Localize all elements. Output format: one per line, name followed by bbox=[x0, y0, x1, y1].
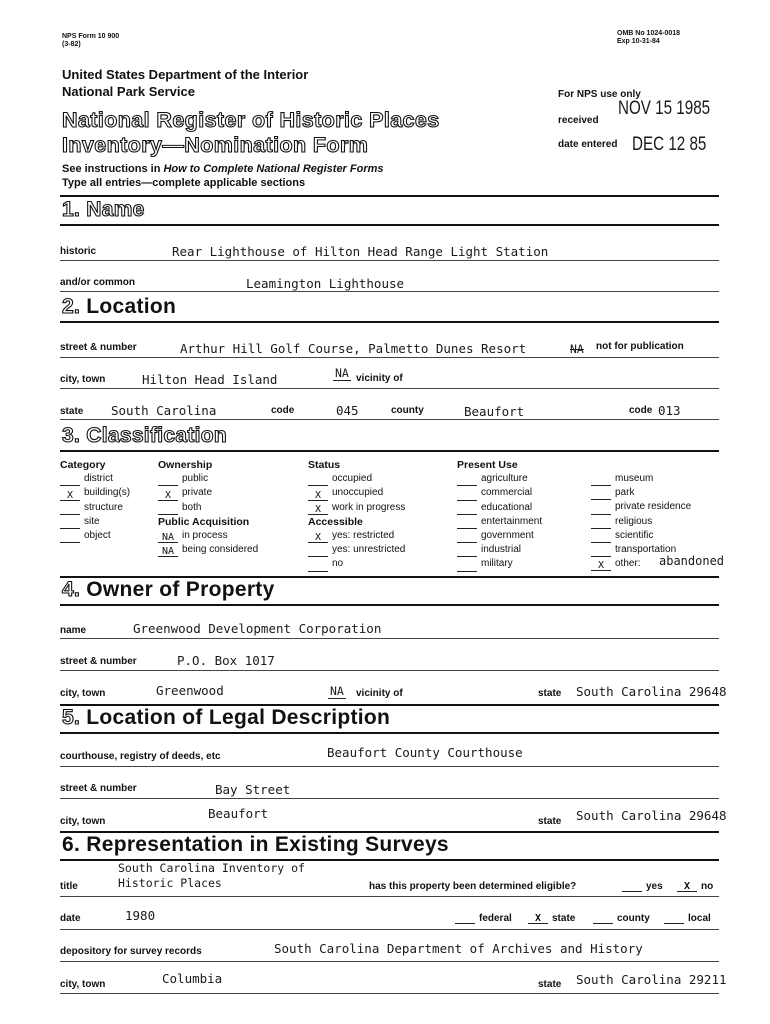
depository-city-label: city, town bbox=[60, 979, 106, 990]
section-rule bbox=[60, 450, 719, 452]
field-line bbox=[60, 961, 719, 962]
county-code-value: 013 bbox=[658, 403, 681, 418]
category-structure[interactable]: structure bbox=[60, 501, 130, 515]
field-line bbox=[60, 419, 719, 420]
eligible-yes[interactable]: yes bbox=[622, 881, 663, 892]
section-6-heading: 6. Representation in Existing Surveys bbox=[62, 833, 449, 856]
present-use-column-1 bbox=[457, 458, 542, 572]
survey-date: 1980 bbox=[125, 908, 156, 923]
courthouse-value: Beaufort County Courthouse bbox=[327, 745, 523, 760]
section-3-heading: 3. Classification bbox=[62, 424, 228, 447]
field-line bbox=[60, 993, 719, 994]
county-label: county bbox=[391, 405, 424, 416]
department-line: United States Department of the Interior bbox=[62, 67, 309, 82]
owner-city: Greenwood bbox=[156, 683, 224, 698]
use-museum[interactable]: museum bbox=[591, 472, 691, 486]
use-other-value: abandoned bbox=[659, 554, 725, 568]
owner-street: P.O. Box 1017 bbox=[177, 653, 275, 668]
not-for-publication-mark: NA bbox=[570, 342, 584, 356]
legal-state: South Carolina 29648 bbox=[576, 808, 727, 823]
form-date: (3-82) bbox=[62, 41, 81, 48]
section-4-heading: 4. Owner of Property bbox=[62, 578, 275, 601]
use-agriculture[interactable]: agriculture bbox=[457, 472, 542, 486]
survey-date-label: date bbox=[60, 913, 81, 924]
state-label: state bbox=[60, 406, 84, 417]
common-name: Leamington Lighthouse bbox=[246, 276, 405, 291]
courthouse-label: courthouse, registry of deeds, etc bbox=[60, 751, 221, 762]
use-other[interactable]: X other: bbox=[591, 557, 691, 571]
acquisition-in-process[interactable]: NA in process bbox=[158, 529, 258, 543]
form-number: NPS Form 10 900 bbox=[62, 33, 120, 40]
use-park[interactable]: park bbox=[591, 486, 691, 500]
city-town-label: city, town bbox=[60, 374, 106, 385]
use-private-residence[interactable]: private residence bbox=[591, 500, 691, 514]
date-entered-label: date entered bbox=[558, 139, 618, 150]
field-line bbox=[60, 638, 719, 639]
form-title: National Register of Historic Places bbox=[62, 108, 440, 132]
eligibility-question: has this property been determined eligible? bbox=[369, 881, 577, 892]
historic-name: Rear Lighthouse of Hilton Head Range Light Station bbox=[172, 244, 549, 259]
survey-title-line-1: South Carolina Inventory of bbox=[118, 861, 305, 875]
owner-state-label: state bbox=[538, 688, 562, 699]
level-federal[interactable]: federal bbox=[455, 913, 512, 924]
owner-vicinity-mark: NA bbox=[330, 684, 344, 698]
category-column bbox=[60, 458, 130, 543]
received-label: received bbox=[558, 115, 599, 126]
city-town-value: Hilton Head Island bbox=[142, 372, 278, 387]
status-title: Status bbox=[308, 459, 341, 471]
use-military[interactable]: military bbox=[457, 557, 542, 571]
instructions-line: See instructions in How to Complete National Register Forms bbox=[62, 163, 384, 175]
common-name-label: and/or common bbox=[60, 277, 136, 288]
section-5-heading: 5. Location of Legal Description bbox=[62, 706, 391, 729]
depository-value: South Carolina Department of Archives and History bbox=[274, 941, 643, 956]
eligible-no[interactable]: X no bbox=[677, 881, 713, 892]
owner-city-label: city, town bbox=[60, 688, 106, 699]
ownership-public[interactable]: public bbox=[158, 472, 258, 486]
omb-number: OMB No 1024-0018 bbox=[617, 30, 681, 37]
section-2-heading: 2. Location bbox=[62, 295, 177, 318]
depository-city: Columbia bbox=[162, 971, 223, 986]
owner-name-label: name bbox=[60, 625, 87, 636]
depository-state: South Carolina 29211 bbox=[576, 972, 727, 987]
street-address: Arthur Hill Golf Course, Palmetto Dunes Resort bbox=[180, 341, 527, 356]
not-for-publication-label: not for publication bbox=[596, 341, 684, 352]
survey-title-label: title bbox=[60, 881, 78, 892]
level-local[interactable]: local bbox=[664, 913, 711, 924]
state-value: South Carolina bbox=[111, 403, 217, 418]
form-subtitle: Inventory—Nomination Form bbox=[62, 133, 369, 157]
legal-city: Beaufort bbox=[208, 806, 269, 821]
legal-street: Bay Street bbox=[215, 782, 291, 797]
section-rule bbox=[60, 732, 719, 734]
depository-label: depository for survey records bbox=[60, 946, 202, 957]
use-scientific[interactable]: scientific bbox=[591, 529, 691, 543]
code-label: code bbox=[271, 405, 295, 416]
field-line bbox=[60, 291, 719, 292]
received-stamp: NOV 15 1985 bbox=[618, 98, 711, 119]
ownership-column bbox=[158, 458, 258, 557]
public-acquisition-title: Public Acquisition bbox=[158, 515, 250, 528]
level-state[interactable]: X state bbox=[528, 913, 575, 924]
status-column bbox=[308, 458, 405, 572]
instructions-line-2: Type all entries—complete applicable sections bbox=[62, 177, 306, 189]
vicinity-mark: NA bbox=[335, 366, 349, 380]
field-line bbox=[60, 357, 719, 358]
nps-use-only: For NPS use only bbox=[558, 89, 641, 100]
category-object[interactable]: object bbox=[60, 529, 130, 543]
status-occupied[interactable]: occupied bbox=[308, 472, 405, 486]
status-work-in-progress[interactable]: X work in progress bbox=[308, 501, 405, 515]
vicinity-label: vicinity of bbox=[356, 373, 403, 384]
section-rule bbox=[60, 224, 719, 226]
depository-state-label: state bbox=[538, 979, 562, 990]
legal-city-label: city, town bbox=[60, 816, 106, 827]
level-county[interactable]: county bbox=[593, 913, 650, 924]
street-number-label: street & number bbox=[60, 342, 137, 353]
ownership-both[interactable]: both bbox=[158, 501, 258, 515]
legal-state-label: state bbox=[538, 816, 562, 827]
owner-name: Greenwood Development Corporation bbox=[133, 621, 382, 636]
use-religious[interactable]: religious bbox=[591, 515, 691, 529]
section-rule bbox=[60, 321, 719, 323]
acquisition-being-considered[interactable]: NA being considered bbox=[158, 543, 258, 557]
section-rule bbox=[60, 195, 719, 197]
category-buildings[interactable]: X building(s) bbox=[60, 486, 130, 500]
ownership-private[interactable]: X private bbox=[158, 486, 258, 500]
section-1-heading: 1. Name bbox=[62, 198, 145, 221]
accessible-no[interactable]: no bbox=[308, 557, 405, 571]
use-entertainment[interactable]: entertainment bbox=[457, 515, 542, 529]
use-government[interactable]: government bbox=[457, 529, 542, 543]
field-line bbox=[60, 896, 719, 897]
accessible-title: Accessible bbox=[308, 515, 363, 528]
use-industrial[interactable]: industrial bbox=[457, 543, 542, 557]
county-code-label: code bbox=[629, 405, 653, 416]
use-commercial[interactable]: commercial bbox=[457, 486, 542, 500]
agency-line: National Park Service bbox=[62, 84, 195, 99]
status-unoccupied[interactable]: X unoccupied bbox=[308, 486, 405, 500]
field-line bbox=[60, 766, 719, 767]
use-educational[interactable]: educational bbox=[457, 501, 542, 515]
use-transportation[interactable]: transportation bbox=[591, 543, 691, 557]
category-title: Category bbox=[60, 459, 106, 471]
accessible-unrestricted[interactable]: yes: unrestricted bbox=[308, 543, 405, 557]
field-line bbox=[60, 670, 719, 671]
category-district[interactable]: district bbox=[60, 472, 130, 486]
present-use-title: Present Use bbox=[457, 459, 518, 471]
field-line bbox=[60, 798, 719, 799]
field-line bbox=[60, 260, 719, 261]
field-line bbox=[60, 929, 719, 930]
historic-label: historic bbox=[60, 246, 97, 257]
survey-title-line-2: Historic Places bbox=[118, 876, 222, 890]
date-entered-stamp: DEC 12 85 bbox=[632, 134, 707, 155]
state-code-value: 045 bbox=[336, 403, 359, 418]
accessible-restricted[interactable]: X yes: restricted bbox=[308, 529, 405, 543]
category-site[interactable]: site bbox=[60, 515, 130, 529]
ownership-title: Ownership bbox=[158, 459, 213, 471]
county-value: Beaufort bbox=[464, 404, 525, 419]
field-line bbox=[60, 388, 719, 389]
owner-street-label: street & number bbox=[60, 656, 137, 667]
legal-street-label: street & number bbox=[60, 783, 137, 794]
section-rule bbox=[60, 604, 719, 606]
owner-state: South Carolina 29648 bbox=[576, 684, 727, 699]
omb-expiration: Exp 10-31-84 bbox=[617, 38, 660, 45]
owner-vicinity-label: vicinity of bbox=[356, 688, 403, 699]
